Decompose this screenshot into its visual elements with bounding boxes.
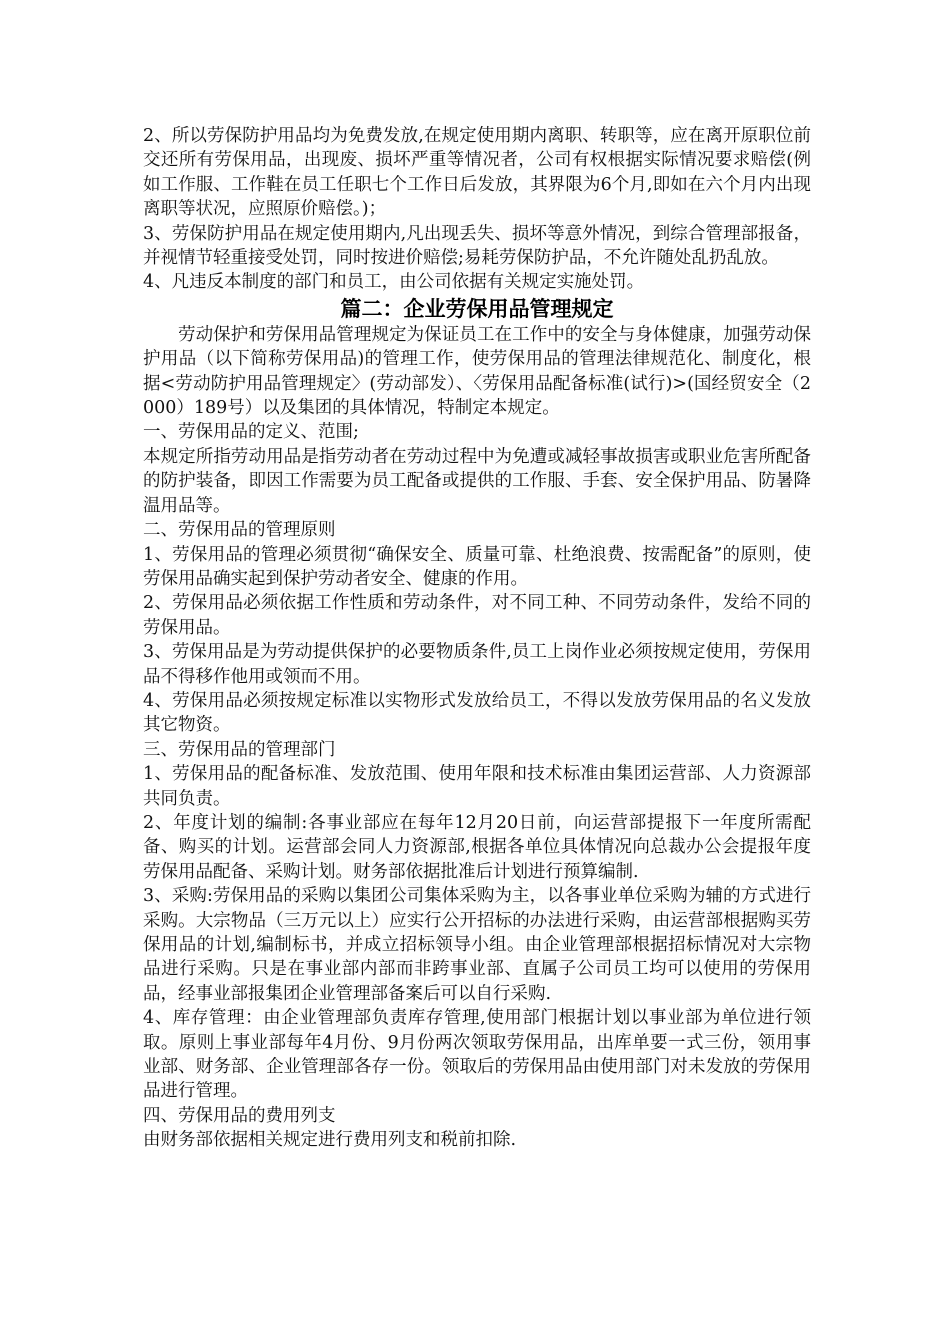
document-page <box>143 124 811 1153</box>
section-heading: 三、劳保用品的管理部门 <box>143 739 336 760</box>
section-heading: 二、劳保用品的管理原则 <box>143 520 336 541</box>
paragraph: 本规定所指劳动用品是指劳动者在劳动过程中为免遭或减轻事故损害或职业危害所配备的防护装备，即因工作需要为员工配备或提供的工作服、手套、安全保护用品、防暑降温用品等。 <box>143 446 811 516</box>
paragraph: 3、采购:劳保用品的采购以集团公司集体采购为主，以各事业单位采购为辅的方式进行采购。大宗物品（三万元以上）应实行公开招标的办法进行采购，由运营部根据购买劳保用品的计划,编制标书，并成立招标领导小组。由企业管理部根据招标情况对大宗物品进行采购。只是在事业部内部而非跨事业部、直属子公司员工均可以使用的劳保用品，经事业部报集团企业管理部备案后可以自行采购. <box>143 886 811 1004</box>
paragraph: 2、所以劳保防护用品均为免费发放,在规定使用期内离职、转职等，应在离开原职位前交还所有劳保用品，出现废、损坏严重等情况者，公司有权根据实际情况要求赔偿(例如工作服、工作鞋在员工任职七个工作日后发放，其界限为6个月,即如在六个月内出现离职等状况，应照原价赔偿。)； <box>143 126 811 220</box>
paragraph: 4、库存管理：由企业管理部负责库存管理,使用部门根据计划以事业部为单位进行领取。原则上事业部每年4月份、9月份两次领取劳保用品，出库单要一式三份，领用事业部、财务部、企业管理部各存一份。领取后的劳保用品由使用部门对未发放的劳保用品进行管理。 <box>143 1008 811 1102</box>
document-title: 篇二：企业劳保用品管理规定 <box>340 296 614 321</box>
paragraph: 4、劳保用品必须按规定标准以实物形式发放给员工，不得以发放劳保用品的名义发放其它物资。 <box>143 690 811 736</box>
paragraph: 1、劳保用品的配备标准、发放范围、使用年限和技术标准由集团运营部、人力资源部共同负责。 <box>143 764 811 809</box>
paragraph: 3、劳保防护用品在规定使用期内,凡出现丢失、损坏等意外情况，到综合管理部报备，并视情节轻重接受处罚，同时按进价赔偿;易耗劳保防护品，不允许随处乱扔乱放。 <box>143 223 811 269</box>
paragraph: 4、凡违反本制度的部门和员工，由公司依据有关规定实施处罚。 <box>143 272 645 293</box>
paragraph: 3、劳保用品是为劳动提供保护的必要物质条件,员工上岗作业必须按规定使用，劳保用品不得移作他用或领而不用。 <box>143 642 811 687</box>
section-heading: 四、劳保用品的费用列支 <box>143 1105 336 1126</box>
intro-paragraph: 劳动保护和劳保用品管理规定为保证员工在工作中的安全与身体健康，加强劳动保护用品（以下简称劳保用品)的管理工作，使劳保用品的管理法律规范化、制度化，根据<劳动防护用品管理规定〉(劳动部发）、〈劳保用品配备标准(试行)>(国经贸安全（2000）189号）以及集团的具体情况，特制定本规定。 <box>143 324 811 419</box>
paragraph: 由财务部依据相关规定进行费用列支和税前扣除. <box>143 1130 517 1151</box>
paragraph: 2、年度计划的编制:各事业部应在每年12月20日前，向运营部提报下一年度所需配备、购买的计划。运营部会同人力资源部,根据各单位具体情况向总裁办公会提报年度劳保用品配备、采购计划。财务部依据批准后计划进行预算编制. <box>143 812 811 882</box>
section-heading: 一、劳保用品的定义、范围; <box>143 422 359 443</box>
paragraph: 2、劳保用品必须依据工作性质和劳动条件，对不同工种、不同劳动条件，发给不同的劳保用品。 <box>143 593 811 638</box>
paragraph: 1、劳保用品的管理必须贯彻“确保安全、质量可靠、杜绝浪费、按需配备”的原则，使劳保用品确实起到保护劳动者安全、健康的作用。 <box>143 544 811 589</box>
